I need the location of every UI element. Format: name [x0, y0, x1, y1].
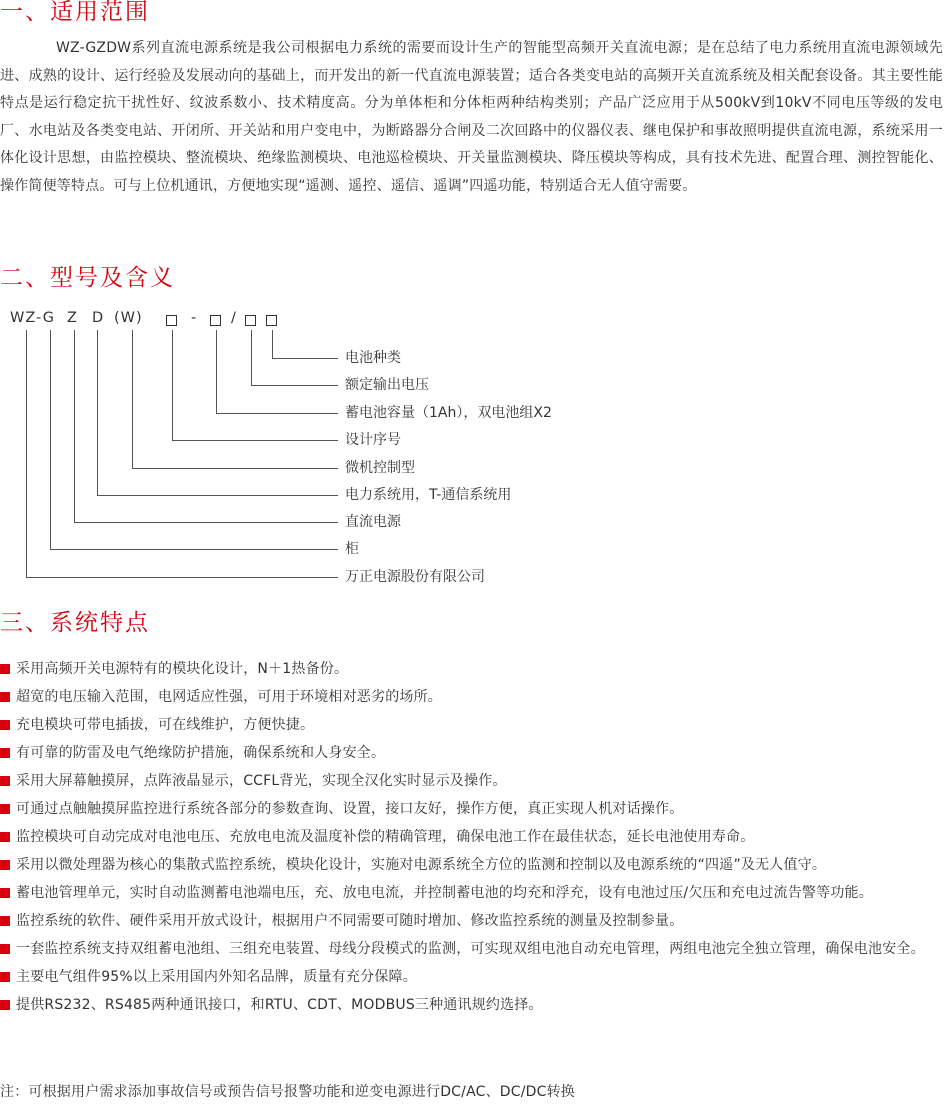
- section-title-features: 三、系统特点: [0, 610, 150, 636]
- code-part-slash: /: [231, 310, 237, 326]
- code-part-z: Z: [67, 310, 78, 326]
- model-meaning-capacity: 蓄电池容量（1Ah），双电池组X2: [345, 405, 552, 421]
- feature-item: 监控系统的软件、硬件采用开放式设计，根据用户不同需要可随时增加、修改监控系统的测量及控制参量。: [0, 907, 945, 935]
- feature-list: [0, 655, 945, 1019]
- model-meaning-design-number: 设计序号: [345, 432, 401, 448]
- feature-item: 监控模块可自动完成对电池电压、充放电电流及温度补偿的精确管理，确保电池工作在最佳状态，延长电池使用寿命。: [0, 823, 945, 851]
- feature-item: 提供RS232、RS485两种通讯接口，和RTU、CDT、MODBUS三种通讯规约选择。: [0, 991, 945, 1019]
- model-meaning-dc-power: 直流电源: [345, 514, 401, 530]
- feature-item: 可通过点触触摸屏监控进行系统各部分的参数查询、设置，接口友好，操作方便，真正实现人机对话操作。: [0, 795, 945, 823]
- feature-item: 充电模块可带电插拔，可在线维护，方便快捷。: [0, 711, 945, 739]
- code-part-w: (W): [114, 310, 143, 326]
- model-meaning-battery-type: 电池种类: [345, 350, 401, 366]
- feature-item: 采用大屏幕触摸屏，点阵液晶显示，CCFL背光，实现全汉化实时显示及操作。: [0, 767, 945, 795]
- feature-item: 超宽的电压输入范围，电网适应性强，可用于环境相对恶劣的场所。: [0, 683, 945, 711]
- code-part-wzg: WZ-G: [10, 310, 56, 326]
- section-title-scope: 一、适用范围: [0, 0, 150, 25]
- feature-item: 主要电气组件95%以上采用国内外知名品牌，质量有充分保障。: [0, 963, 945, 991]
- code-part-dash: -: [191, 310, 198, 326]
- code-part-d: D: [92, 310, 105, 326]
- model-meaning-cabinet: 柜: [345, 541, 359, 557]
- feature-item: 采用以微处理器为核心的集散式监控系统，模块化设计，实施对电源系统全方位的监测和控制以及电源系统的“四遥”及无人值守。: [0, 851, 945, 879]
- model-meaning-microcomputer: 微机控制型: [345, 460, 415, 476]
- model-meaning-power-system: 电力系统用，T-通信系统用: [345, 487, 512, 503]
- model-meaning-rated-voltage: 额定输出电压: [345, 377, 429, 393]
- feature-item: 采用高频开关电源特有的模块化设计，N＋1热备份。: [0, 655, 945, 683]
- feature-item: 蓄电池管理单元，实时自动监测蓄电池端电压，充、放电电流，并控制蓄电池的均充和浮充，设有电池过压/欠压和充电过流告警等功能。: [0, 879, 945, 907]
- model-meaning-company: 万正电源股份有限公司: [345, 569, 485, 585]
- footnote: 注：可根据用户需求添加事故信号或预告信号报警功能和逆变电源进行DC/AC、DC/DC转换: [0, 1084, 576, 1100]
- scope-paragraph: WZ-GZDW系列直流电源系统是我公司根据电力系统的需要而设计生产的智能型高频开关直流电源；是在总结了电力系统用直流电源领域先进、成熟的设计、运行经验及发展动向的基础上，而开发出的新一代直流电源装置；适合各类变电站的高频开关直流系统及相关配套设备。其主要性能特点是运行稳定抗干扰性好、纹波系数小、技术精度高。分为单体柜和分体柜两种结构类别；产品广泛应用于从500kV到10kV不同电压等级的发电厂、水电站及各类变电站、开闭所、开关站和用户变电中，为断路器分合闸及二次回路中的仪器仪表、继电保护和事故照明提供直流电源，系统采用一体化设计思想，由监控模块、整流模块、绝缘监测模块、电池巡检模块、开关量监测模块、降压模块等构成，具有技术先进、配置合理、测控智能化、操作简便等特点。可与上位机通讯，方便地实现“遥测、遥控、遥信、遥调”四遥功能，特别适合无人值守需要。: [0, 40, 943, 194]
- feature-item: 有可靠的防雷及电气绝缘防护措施，确保系统和人身安全。: [0, 739, 945, 767]
- feature-item: 一套监控系统支持双组蓄电池组、三组充电装置、母线分段模式的监测，可实现双组电池自动充电管理，两组电池完全独立管理，确保电池安全。: [0, 935, 945, 963]
- section-title-model: 二、型号及含义: [0, 265, 175, 291]
